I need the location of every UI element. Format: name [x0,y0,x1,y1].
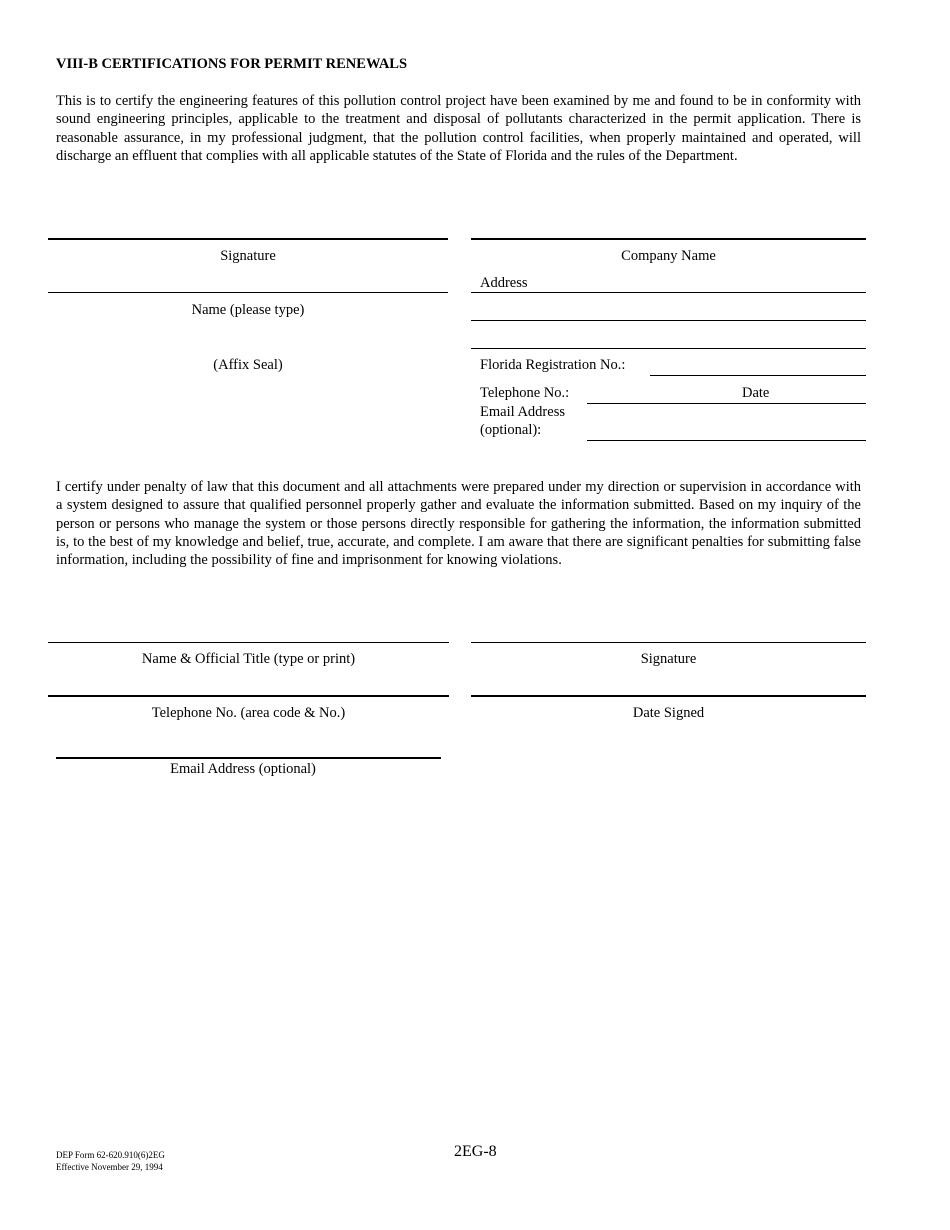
engineer-email-label-1: Email Address [480,404,565,420]
official-signature-line[interactable] [471,642,866,643]
name-title-label: Name & Official Title (type or print) [141,651,356,667]
company-name-line[interactable] [471,238,866,240]
page-number: 2EG-8 [454,1143,497,1160]
company-name-label: Company Name [621,248,716,264]
engineer-email-label-2: (optional): [480,422,542,438]
certification-paragraph: This is to certify the engineering features of this pollution control project have been examined by me and found to be in conformity with sound engineering principles, applicable to the treatment and disposal of pollutants characterized in the permit application. There is reasonable assurance, in my professional judgment, that the pollution control facilities, when properly maintained and operated, will discharge an effluent that complies with all applicable statutes of the State of Florida and the rules of the Department. [56,93,861,164]
official-email-label: Email Address (optional) [170,761,316,777]
engineer-telephone-label: Telephone No.: [480,385,570,401]
official-signature-label: Signature [640,651,697,667]
name-label: Name (please type) [191,302,305,318]
engineer-email-line[interactable] [587,440,866,441]
engineer-date-label: Date [742,385,770,401]
telephone-date-line[interactable] [587,403,866,404]
affix-seal-label: (Affix Seal) [213,357,283,373]
signature-label: Signature [220,248,276,264]
address-line-3[interactable] [471,348,866,349]
section-title: VIII-B CERTIFICATIONS FOR PERMIT RENEWALS [56,56,408,72]
name-line[interactable] [48,292,448,293]
official-telephone-line[interactable] [48,695,449,697]
signature-line[interactable] [48,238,448,240]
effective-date: Effective November 29, 1994 [56,1162,163,1172]
name-title-line[interactable] [48,642,449,643]
official-email-line[interactable] [56,757,441,759]
form-id: DEP Form 62-620.910(6)2EG [56,1150,165,1160]
address-label: Address [480,275,528,291]
registration-line[interactable] [650,375,866,376]
address-line-2[interactable] [471,320,866,321]
penalty-paragraph: I certify under penalty of law that this document and all attachments were prepared under my direction or supervision in accordance with a system designed to assure that qualified personnel properly gather and evaluate the information submitted. Based on my inquiry of the person or persons who manage the system or those persons directly responsible for gathering the information, the information submitted is, to the best of my knowledge and belief, true, accurate, and complete. I am aware that there are significant penalties for submitting false information, including the possibility of fine and imprisonment for knowing violations. [56,479,861,569]
date-signed-label: Date Signed [632,705,705,721]
address-line-1[interactable] [471,292,866,293]
official-telephone-label: Telephone No. (area code & No.) [151,705,346,721]
date-signed-line[interactable] [471,695,866,697]
registration-label: Florida Registration No.: [480,357,626,373]
